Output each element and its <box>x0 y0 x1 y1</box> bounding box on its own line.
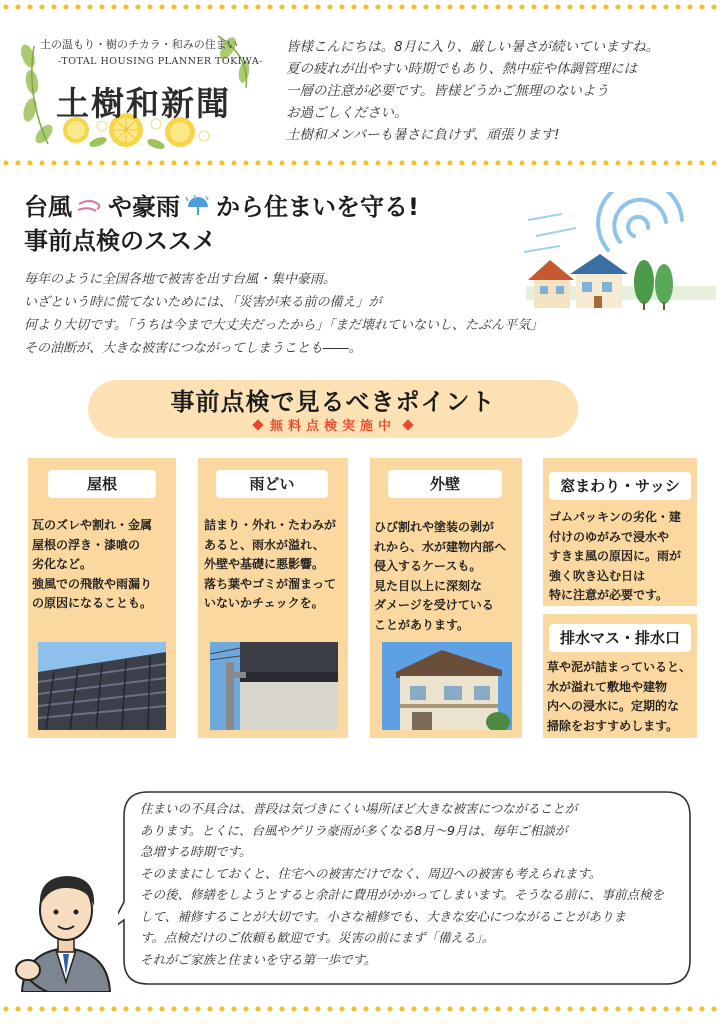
headline-part: 台風 <box>24 193 72 221</box>
card-text-line: 瓦のズレや割れ・金属 <box>32 518 153 532</box>
card-text-line: ダメージを受けている <box>374 598 494 612</box>
card-text-line: 強く吹き込む日は <box>549 568 646 583</box>
umbrella-rain-icon <box>184 195 212 219</box>
speech-line: して、補修することが大切です。小さな補修でも、大きな安心につながることがありま <box>140 908 627 924</box>
inspection-points-banner <box>88 380 578 438</box>
banner-title: 事前点検で見るべきポイント <box>170 388 496 416</box>
card-gutter-text <box>204 516 336 614</box>
headline-line2: 事前点検のススメ <box>24 227 216 255</box>
speech-text <box>140 798 688 970</box>
speech-line: そのままにしておくと、住宅への被害だけでなく、周辺への被害も考えられます。 <box>140 865 602 881</box>
greeting-message <box>286 36 706 146</box>
staff-speech-bubble <box>118 790 694 986</box>
greeting-line: 皆様こんにちは。8月に入り、厳しい暑さが続いていますね。 <box>286 39 660 55</box>
card-window-sash <box>543 458 697 606</box>
card-text-line: ゴムパッキンの劣化・建 <box>549 510 681 524</box>
greeting-line: 夏の疲れが出やすい時期でもあり、熱中症や体調管理には <box>286 61 637 77</box>
card-text-line: ひび割れや塗装の剥が <box>374 520 495 534</box>
card-text-line: 外壁や基礎に悪影響。 <box>204 557 325 571</box>
card-text-line: れから、水が建物内部へ <box>374 539 507 554</box>
speech-line: それがご家族と住まいを守る第一歩です。 <box>140 951 377 967</box>
intro-line: 毎年のように全国各地で被害を出す台風・集中豪雨。 <box>24 272 337 287</box>
card-drain <box>543 614 697 738</box>
intro-paragraph <box>24 268 584 360</box>
headline-part: や豪雨 <box>108 193 180 221</box>
tagline: 土の温もり・樹のチカラ・和みの住まい <box>40 38 238 51</box>
free-inspection-label <box>88 415 578 434</box>
card-roof <box>28 458 176 738</box>
card-gutter-label: 雨どい <box>216 470 328 498</box>
card-text-line: 水が溢れて敷地や建物 <box>547 679 668 694</box>
card-text-line: 落ち葉やゴミが溜まって <box>204 576 337 591</box>
greeting-line: 一層の注意が必要です。皆様どうかご無理のないよう <box>286 83 609 99</box>
speech-line: 住まいの不具合は、普段は気づきにくい場所ほど大きな被害につながることが <box>140 801 578 816</box>
card-window-label: 窓まわり・サッシ <box>549 472 691 500</box>
card-text-line: 内への浸水に。定期的な <box>547 699 680 713</box>
card-wall-text <box>374 518 506 635</box>
headline-part: から住まいを守る! <box>216 193 419 221</box>
card-text-line: の原因になることも。 <box>32 596 153 610</box>
card-text-line: 強風での飛散や雨漏り <box>32 576 153 591</box>
newsletter-title: 土樹和新聞 <box>56 84 231 123</box>
card-text-line: 特に注意が必要です。 <box>549 588 669 602</box>
dotted-divider <box>0 158 722 168</box>
card-drain-text <box>547 658 691 736</box>
speech-line: あります。とくに、台風やゲリラ豪雨が多くなる8月〜9月は、毎年ご相談が <box>140 822 568 838</box>
card-text-line: 侵入するケースも。 <box>374 559 482 573</box>
card-text-line: 掃除をおすすめします。 <box>547 718 679 733</box>
greeting-line: お過ごしください。 <box>286 105 408 121</box>
card-text-line: 屋根の浮き・漆喰の <box>32 537 141 552</box>
card-text-line: 詰まり・外れ・たわみが <box>204 518 337 532</box>
card-text-line: すきま風の原因に。雨が <box>549 549 682 563</box>
gutter-photo <box>210 642 338 730</box>
greeting-line: 土樹和メンバーも暑さに負けず、頑張ります! <box>286 127 560 143</box>
diamond-icon <box>402 419 413 430</box>
dotted-border-top <box>0 2 722 12</box>
wind-icon <box>76 195 104 219</box>
free-inspection-text: 無料点検実施中 <box>269 419 396 434</box>
speech-line: 急増する時期です。 <box>140 844 252 859</box>
article-headline <box>24 190 419 258</box>
card-window-text <box>549 508 681 606</box>
masthead-subtitle: -TOTAL HOUSING PLANNER TOKIWA- <box>58 56 263 67</box>
speech-line: その後、修繕をしようとすると余計に費用がかかってしまいます。そうなる前に、事前点検を <box>140 887 665 902</box>
card-text-line: 見た目以上に深刻な <box>374 578 483 593</box>
masthead <box>18 26 268 154</box>
card-drain-label: 排水マス・排水口 <box>549 624 691 652</box>
card-text-line: 草や泥が詰まっていると、 <box>547 660 692 674</box>
speech-line: す。点検だけのご依頼も歓迎です。災害の前にまず「備える」。 <box>140 930 495 945</box>
card-gutter <box>198 458 348 738</box>
card-text-line: 劣化など。 <box>32 557 93 571</box>
card-wall-label: 外壁 <box>388 470 502 498</box>
house-wall-photo <box>382 642 512 730</box>
card-wall <box>370 458 522 738</box>
card-roof-label: 屋根 <box>48 470 156 498</box>
card-text-line: あると、雨水が溢れ、 <box>204 537 325 552</box>
intro-line: その油断が、大きな被害につながってしまうことも――。 <box>24 341 362 356</box>
intro-line: いざという時に慌てないためには、「災害が来る前の備え」が <box>24 295 382 310</box>
card-roof-text <box>32 516 152 614</box>
staff-member-illustration <box>8 852 124 992</box>
dotted-border-bottom <box>0 1004 722 1014</box>
card-text-line: ことがあります。 <box>374 617 470 632</box>
roof-tiles-photo <box>38 642 166 730</box>
card-text-line: いないかチェックを。 <box>204 596 324 610</box>
card-text-line: 付けのゆがみで浸水や <box>549 529 670 544</box>
intro-line: 何より大切です。「うちは今まで大丈夫だったから」「まだ壊れていないし、たぶん平気」 <box>24 318 543 333</box>
diamond-icon <box>252 419 263 430</box>
